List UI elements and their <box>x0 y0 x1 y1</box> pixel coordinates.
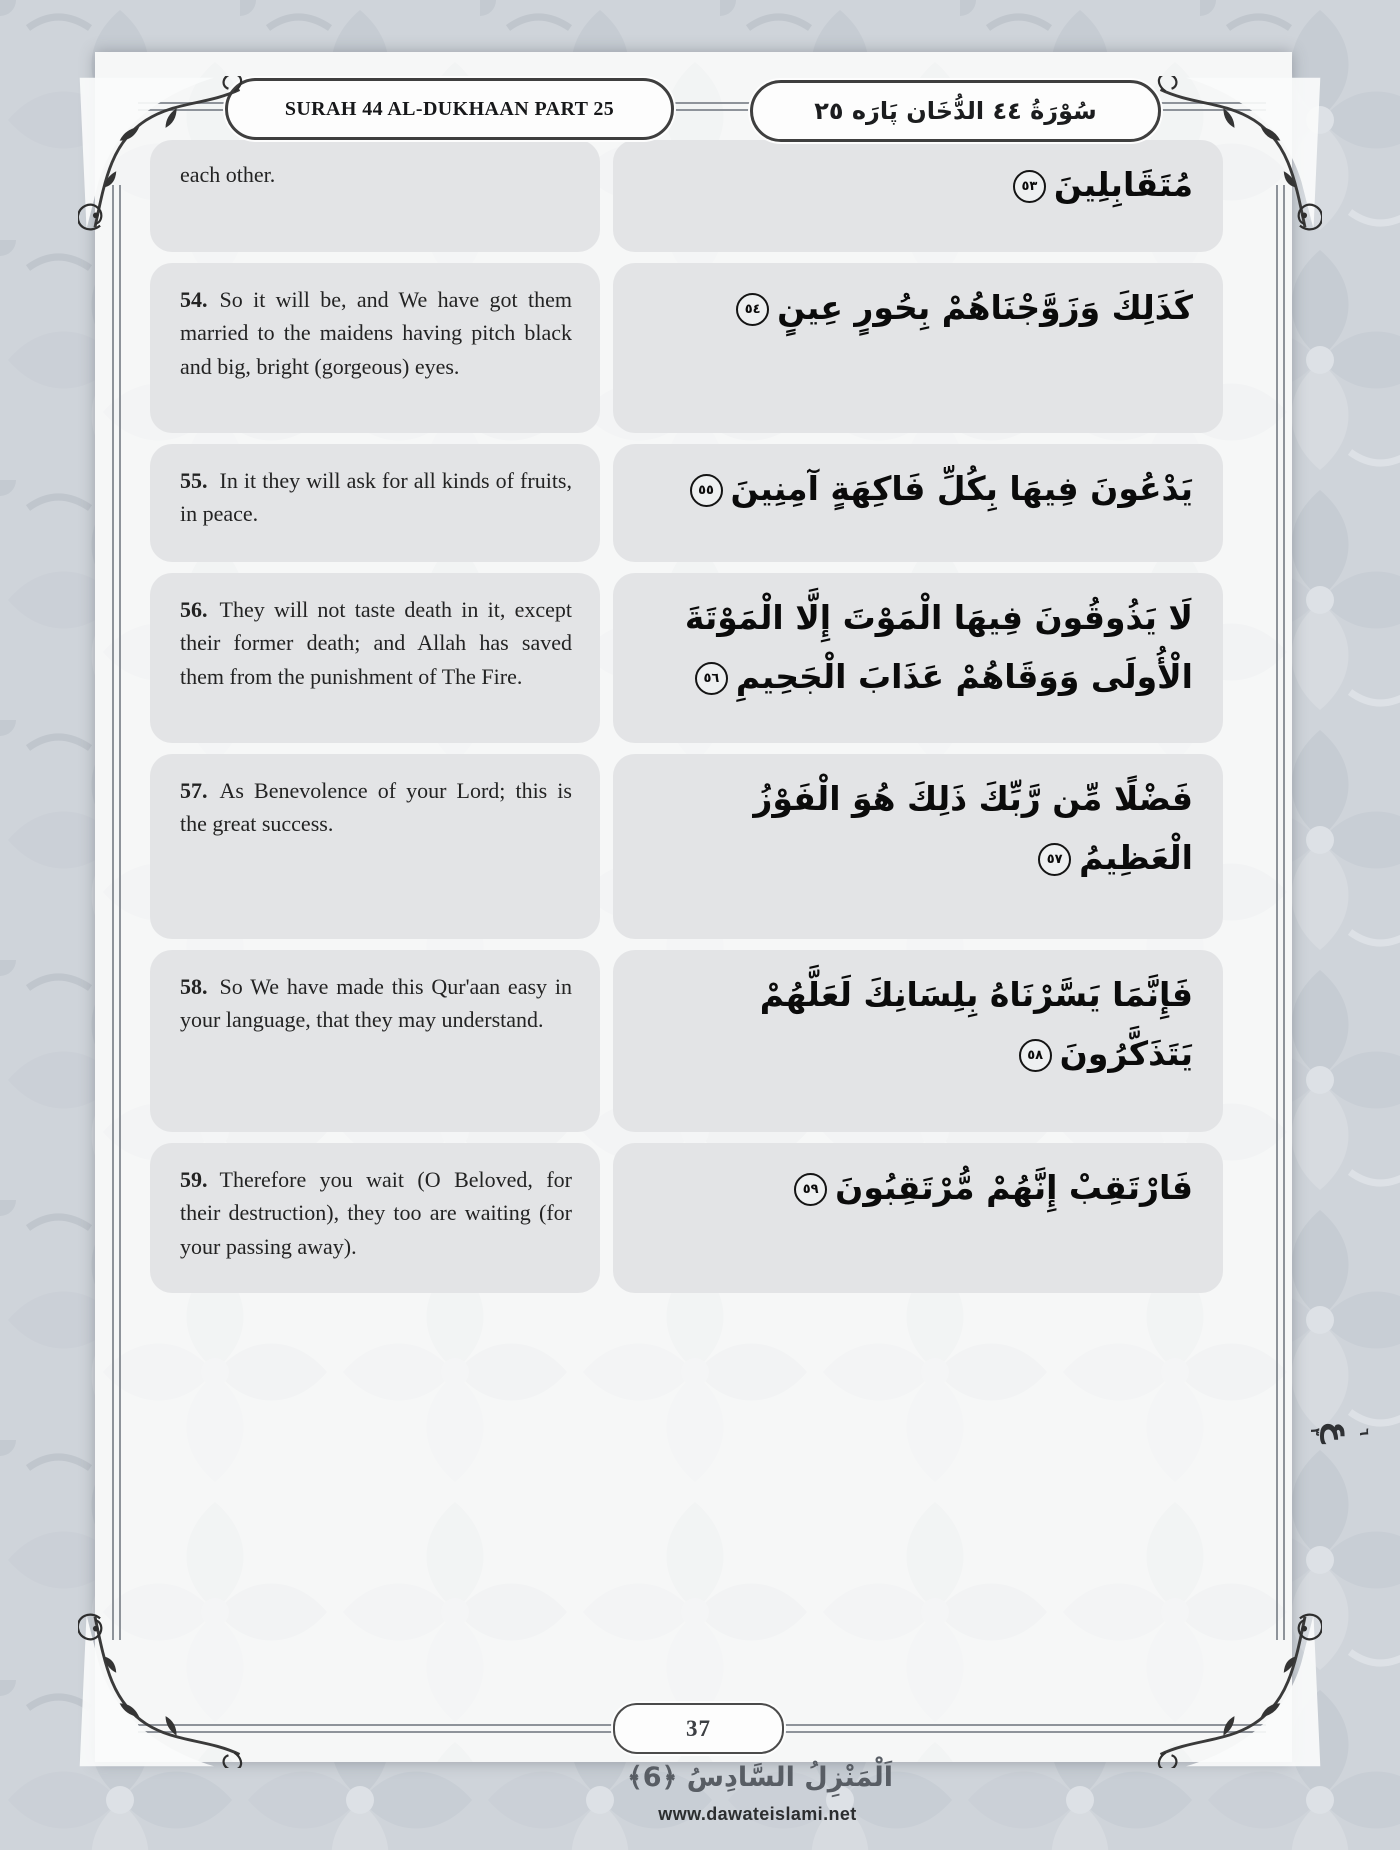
verse-row-54 <box>150 263 1223 433</box>
verse-54-english <box>150 263 600 433</box>
verse-59-arabic <box>613 1143 1223 1293</box>
ruku-marker <box>1270 1406 1370 1458</box>
verse-56-arabic <box>613 573 1223 743</box>
verse-number: 59. <box>180 1167 208 1192</box>
verse-row-57 <box>150 754 1223 939</box>
verse-english-text: They will not taste death in it, except their former death; and Allah has saved them from the punishment of The Fire. <box>180 597 572 689</box>
verse-arabic-text: فَارْتَقِبْ إِنَّهُمْ مُّرْتَقِبُونَ <box>835 1168 1193 1207</box>
verse-english-text: As Benevolence of your Lord; this is the great success. <box>180 778 572 837</box>
verse-english-text: each other. <box>180 162 276 187</box>
verse-english-text: So it will be, and We have got them married to the maidens having pitch black and big, bright (gorgeous) eyes. <box>180 287 572 379</box>
ruku-top-number: ٦ <box>1356 1428 1371 1436</box>
verse-53-arabic <box>613 140 1223 252</box>
header-title-english <box>225 78 674 140</box>
verse-row-53 <box>150 140 1223 252</box>
verse-end-marker: ٥٥ <box>690 474 723 507</box>
website-url: www.dawateislami.net <box>658 1804 857 1824</box>
surah-title-arabic-label: سُوْرَةُ ٤٤ الدُّخَان پَارَه ٢٥ <box>814 97 1097 125</box>
verse-row-55 <box>150 444 1223 562</box>
page-number-pill <box>613 1703 784 1754</box>
verse-end-marker: ٥٨ <box>1019 1039 1052 1072</box>
corner-flourish-bottom-left-icon <box>78 1598 248 1768</box>
verse-end-marker: ٥٦ <box>695 662 728 695</box>
verse-55-arabic <box>613 444 1223 562</box>
verse-number: 54. <box>180 287 208 312</box>
verse-english-text: So We have made this Qur'aan easy in your language, that they may understand. <box>180 974 572 1033</box>
verse-59-english <box>150 1143 600 1293</box>
verse-56-english <box>150 573 600 743</box>
page-number: 37 <box>686 1715 711 1741</box>
verse-end-marker: ٥٣ <box>1013 170 1046 203</box>
frame-left-line <box>112 185 121 1640</box>
verse-number: 56. <box>180 597 208 622</box>
verse-58-arabic <box>613 950 1223 1132</box>
verse-row-56 <box>150 573 1223 743</box>
verse-arabic-text: كَذَلِكَ وَزَوَّجْنَاهُمْ بِحُورٍ عِينٍ <box>777 288 1193 327</box>
verse-number: 57. <box>180 778 208 803</box>
verses-table <box>150 140 1223 1304</box>
verse-row-59 <box>150 1143 1223 1293</box>
verse-english-text: In it they will ask for all kinds of fruits, in peace. <box>180 468 572 527</box>
verse-arabic-text: فَإِنَّمَا يَسَّرْنَاهُ بِلِسَانِكَ لَعَلَّهُمْ يَتَذَكَّرُونَ <box>759 975 1193 1073</box>
verse-54-arabic <box>613 263 1223 433</box>
ruku-ain-glyph: ع <box>1320 1421 1358 1443</box>
verse-end-marker: ٥٩ <box>794 1173 827 1206</box>
verse-number: 58. <box>180 974 208 999</box>
verse-end-marker: ٥٤ <box>736 293 769 326</box>
verse-arabic-text: يَدْعُونَ فِيهَا بِكُلِّ فَاكِهَةٍ آمِنِينَ <box>730 469 1193 508</box>
verse-english-text: Therefore you wait (O Beloved, for their destruction), they too are waiting (for your passing away). <box>180 1167 572 1259</box>
verse-arabic-text: لَا يَذُوقُونَ فِيهَا الْمَوْتَ إِلَّا الْمَوْتَةَ الْأُولَى وَوَقَاهُمْ عَذَابَ الْجَحِيمِ <box>684 598 1193 696</box>
verse-arabic-text: مُتَقَابِلِينَ <box>1053 165 1193 204</box>
verse-58-english <box>150 950 600 1132</box>
verse-arabic-text: فَضْلًا مِّن رَّبِّكَ ذَلِكَ هُوَ الْفَوْزُ الْعَظِيمُ <box>753 779 1193 877</box>
verse-55-english <box>150 444 600 562</box>
header-title-arabic <box>750 80 1161 142</box>
verse-57-english <box>150 754 600 939</box>
corner-flourish-top-right-icon <box>1152 76 1322 246</box>
verse-57-arabic <box>613 754 1223 939</box>
surah-title-label: SURAH 44 AL-DUKHAAN PART 25 <box>284 97 615 120</box>
verse-end-marker: ٥٧ <box>1038 843 1071 876</box>
corner-flourish-bottom-right-icon <box>1152 1598 1322 1768</box>
ruku-bottom-number: ٣ <box>1307 1428 1322 1436</box>
verse-row-58 <box>150 950 1223 1132</box>
corner-flourish-top-left-icon <box>78 76 248 246</box>
verse-number: 55. <box>180 468 208 493</box>
manzil-label: اَلْمَنْزِلُ السَّادِسُ ﴿6﴾ <box>626 1762 894 1793</box>
